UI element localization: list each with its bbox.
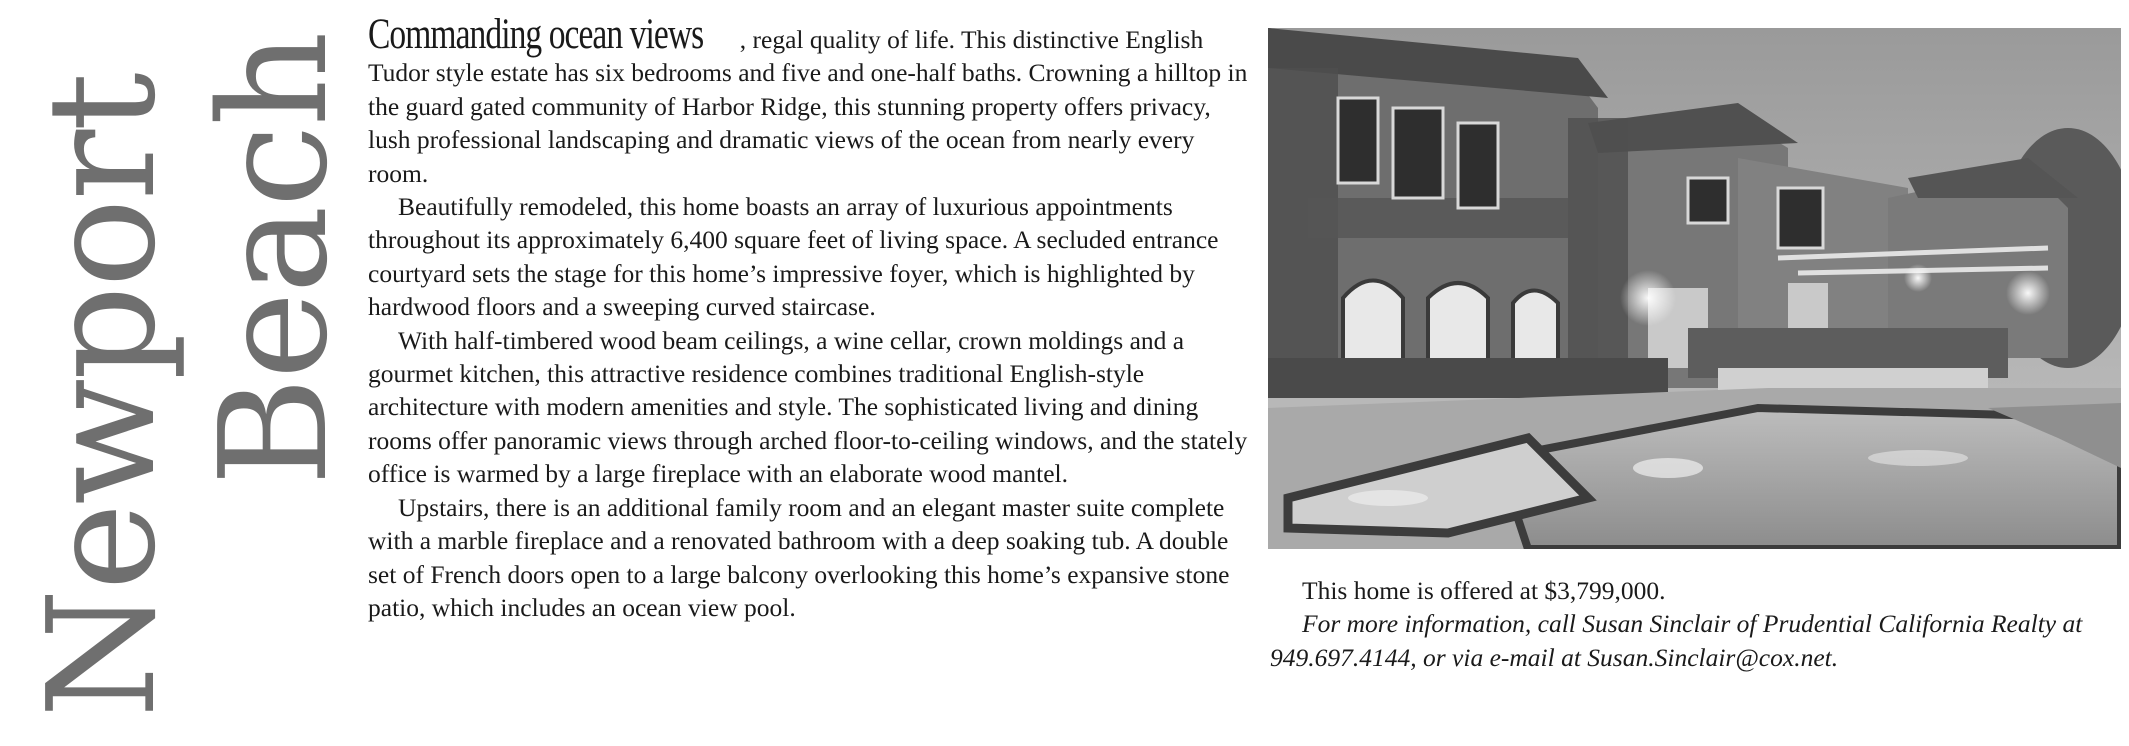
house-photo-illustration: [1268, 28, 2121, 549]
title-newport: Newport: [16, 74, 188, 718]
article-paragraph-1: [368, 11, 1258, 190]
article-paragraph-2: Beautifully remodeled, this home boasts an array of luxurious appointments throughout its approximately 6,400 square feet of living space. A secluded entrance courtyard sets the stage for this home’s impressive foyer, which is highlighted by hardwood floors and a sweeping curved staircase.: [368, 192, 1219, 322]
article-paragraph-3: With half-timbered wood beam ceilings, a wine cellar, crown moldings and a gourmet kitchen, this attractive residence combines traditional English-style architecture with modern amenities and style. The sophisticated living and dining rooms offer panoramic views through arched floor-to-ceiling windows, and the stately office is warmed by a large fireplace with an elaborate wood mantel.: [368, 325, 1248, 489]
contact-line: For more information, call Susan Sinclair of Prudential California Realty at 949.697.4144, or via e-mail at Susan.Sinclair@cox.net.: [1270, 609, 2083, 672]
photo-caption: [1270, 574, 2120, 674]
price-line: This home is offered at $3,799,000.: [1302, 576, 1666, 605]
article-body: [368, 11, 1258, 624]
paragraph-1-text: , regal quality of life. This distinctive English Tudor style estate has six bedrooms and five and one-half baths. Crowning a hilltop in the guard gated community of Harbor Ridge, this stunning property offers privacy, lush professional landscaping and dramatic views of the ocean from nearly every room.: [368, 25, 1248, 188]
title-beach: Beach: [188, 33, 360, 486]
house-photo: [1268, 28, 2121, 549]
article-paragraph-4: Upstairs, there is an additional family room and an elegant master suite complete with a marble fireplace and a renovated bathroom with a deep soaking tub. A double set of French doors open to a large balcony overlooking this home’s expansive stone patio, which includes an ocean view pool.: [368, 492, 1230, 622]
lead-headline: Commanding ocean views: [368, 11, 704, 58]
